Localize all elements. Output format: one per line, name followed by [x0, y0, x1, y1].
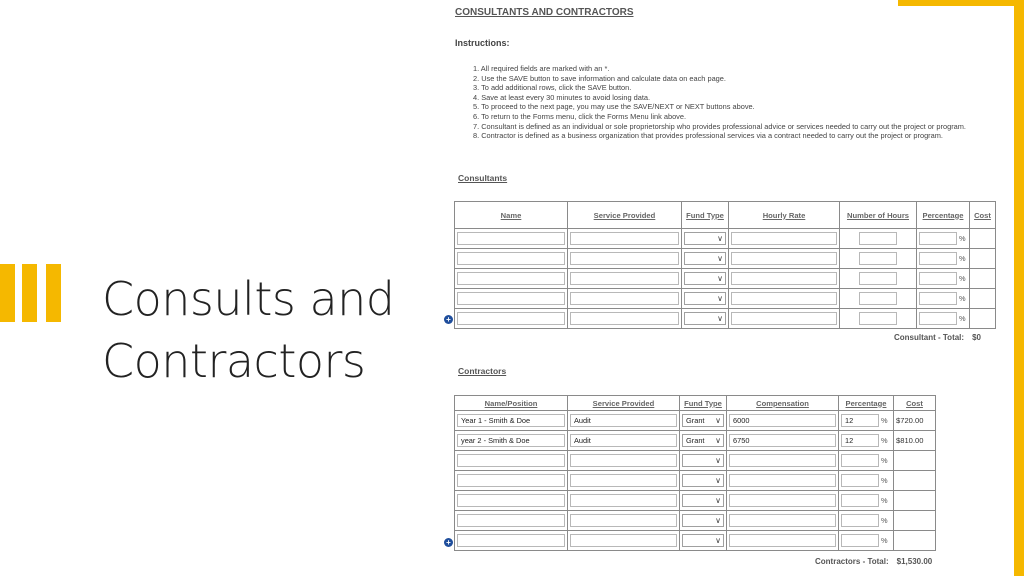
percent-symbol: %	[959, 234, 966, 243]
compensation-input-cell	[727, 511, 839, 531]
table-row	[455, 491, 936, 511]
column-header-fund-type[interactable]: Fund Type	[682, 202, 729, 229]
compensation-input-cell	[727, 531, 839, 551]
percentage-cell	[917, 269, 970, 289]
instruction-item: 5. To proceed to the next page, you may use the SAVE/NEXT or NEXT buttons above.	[473, 102, 755, 112]
name-position-input[interactable]: Year 1 - Smith & Doe	[457, 414, 565, 427]
table-row	[455, 269, 996, 289]
hours-input[interactable]	[859, 232, 897, 245]
service-input[interactable]	[570, 312, 679, 325]
compensation-input[interactable]: 6750	[729, 434, 836, 447]
chevron-down-icon: ∨	[715, 496, 721, 505]
percentage-cell	[839, 411, 894, 431]
name-input-cell	[455, 289, 568, 309]
percent-symbol: %	[881, 536, 888, 545]
percentage-cell	[839, 491, 894, 511]
percentage-wrapper	[919, 312, 967, 325]
consultants-total	[894, 333, 981, 342]
percent-symbol: %	[959, 294, 966, 303]
column-header-name[interactable]: Name	[455, 202, 568, 229]
cost-cell	[894, 511, 936, 531]
instruction-item: 7. Consultant is defined as an individual or sole proprietorship who provides professional advice or services needed to carry out the project or program.	[473, 121, 966, 131]
consultants-total-label: Consultant - Total:	[894, 333, 965, 342]
percentage-input[interactable]	[919, 252, 957, 265]
slide-title-line-1: Consults and	[102, 272, 395, 326]
service-input[interactable]	[570, 474, 677, 487]
fund-type-select[interactable]	[682, 454, 724, 467]
fund-type-cell	[682, 289, 729, 309]
service-input[interactable]: Audit	[570, 414, 677, 427]
column-header-percentage[interactable]: Percentage	[917, 202, 970, 229]
accent-bar	[46, 264, 61, 322]
compensation-input-cell	[727, 431, 839, 451]
hours-input[interactable]	[859, 292, 897, 305]
name-position-input-cell	[455, 451, 568, 471]
cost-cell	[970, 229, 996, 249]
hours-input[interactable]	[859, 272, 897, 285]
chevron-down-icon: ∨	[715, 436, 721, 445]
service-input[interactable]	[570, 454, 677, 467]
cost-cell: $720.00	[894, 411, 936, 431]
hours-cell	[840, 249, 917, 269]
service-input-cell	[568, 471, 680, 491]
cost-cell	[970, 249, 996, 269]
hours-input[interactable]	[859, 252, 897, 265]
contractors-total-value: $1,530.00	[896, 557, 933, 566]
fund-type-cell	[682, 229, 729, 249]
percent-symbol: %	[881, 476, 888, 485]
compensation-input[interactable]	[729, 474, 836, 487]
hourly-rate-input[interactable]	[731, 312, 837, 325]
chevron-down-icon: ∨	[715, 456, 721, 465]
contractors-total	[815, 557, 932, 566]
hours-cell	[840, 289, 917, 309]
service-input-cell	[568, 269, 682, 289]
service-input-cell	[568, 491, 680, 511]
column-header-compensation[interactable]: Compensation	[727, 396, 839, 411]
chevron-down-icon: ∨	[717, 254, 723, 263]
table-row	[455, 471, 936, 491]
instructions-label: Instructions:	[455, 38, 510, 48]
plus-circle-icon[interactable]: +	[444, 315, 453, 324]
percent-symbol: %	[881, 416, 888, 425]
percentage-wrapper	[841, 414, 891, 427]
fund-type-cell	[682, 309, 729, 329]
cost-cell	[894, 471, 936, 491]
chevron-down-icon: ∨	[715, 476, 721, 485]
percentage-wrapper	[919, 232, 967, 245]
hours-input[interactable]	[859, 312, 897, 325]
table-row	[455, 531, 936, 551]
compensation-input-cell	[727, 491, 839, 511]
percentage-wrapper	[919, 292, 967, 305]
table-row	[455, 309, 996, 329]
name-position-input-cell	[455, 511, 568, 531]
plus-circle-icon[interactable]: +	[444, 538, 453, 547]
name-position-input-cell	[455, 471, 568, 491]
name-position-input-cell	[455, 411, 568, 431]
service-input[interactable]	[570, 292, 679, 305]
percentage-input[interactable]	[841, 534, 879, 547]
table-row	[455, 431, 936, 451]
slide-title-line-2: Contractors	[102, 334, 366, 388]
percentage-input[interactable]: 12	[841, 434, 879, 447]
chevron-down-icon: ∨	[717, 274, 723, 283]
table-row	[455, 411, 936, 431]
table-row	[455, 249, 996, 269]
cost-cell	[894, 491, 936, 511]
instructions-list	[473, 64, 1013, 141]
cost-cell	[894, 531, 936, 551]
column-header-name-position[interactable]: Name/Position	[455, 396, 568, 411]
table-row	[455, 229, 996, 249]
fund-type-value: Grant	[686, 436, 705, 445]
name-position-input[interactable]	[457, 474, 565, 487]
service-input-cell	[568, 451, 680, 471]
percentage-input[interactable]	[919, 292, 957, 305]
chevron-down-icon: ∨	[717, 314, 723, 323]
percentage-cell	[917, 229, 970, 249]
percentage-input[interactable]	[841, 494, 879, 507]
percentage-input[interactable]	[841, 514, 879, 527]
service-input-cell	[568, 531, 680, 551]
accent-bar	[0, 264, 15, 322]
percentage-input[interactable]	[919, 272, 957, 285]
compensation-input-cell	[727, 411, 839, 431]
accent-bar	[22, 264, 37, 322]
fund-type-cell	[680, 451, 727, 471]
cost-cell	[970, 289, 996, 309]
name-position-input-cell	[455, 431, 568, 451]
percentage-cell	[917, 249, 970, 269]
percentage-cell	[917, 289, 970, 309]
fund-type-select[interactable]	[684, 312, 726, 325]
hourly-rate-input-cell	[729, 229, 840, 249]
consultants-section-link[interactable]: Consultants	[458, 173, 508, 183]
hours-cell	[840, 309, 917, 329]
consultants-table	[454, 201, 996, 329]
name-input[interactable]	[457, 272, 565, 285]
service-input[interactable]	[570, 514, 677, 527]
percentage-wrapper	[841, 494, 891, 507]
name-position-input-cell	[455, 491, 568, 511]
percent-symbol: %	[881, 516, 888, 525]
name-input[interactable]	[457, 312, 565, 325]
consultants-header-row	[455, 202, 996, 229]
fund-type-select[interactable]	[682, 494, 724, 507]
name-input[interactable]	[457, 252, 565, 265]
service-input-cell	[568, 249, 682, 269]
service-input-cell	[568, 511, 680, 531]
instruction-item: 6. To return to the Forms menu, click the Forms Menu link above.	[473, 111, 687, 121]
service-input-cell	[568, 431, 680, 451]
slide-title	[102, 268, 394, 392]
name-position-input[interactable]	[457, 454, 565, 467]
fund-type-select[interactable]	[682, 434, 724, 447]
hourly-rate-input[interactable]	[731, 232, 837, 245]
fund-type-cell	[680, 531, 727, 551]
fund-type-cell	[682, 269, 729, 289]
table-row	[455, 451, 936, 471]
percentage-cell	[839, 431, 894, 451]
cost-cell: $810.00	[894, 431, 936, 451]
cost-cell	[970, 309, 996, 329]
percentage-input[interactable]	[841, 474, 879, 487]
compensation-input-cell	[727, 451, 839, 471]
name-input[interactable]	[457, 292, 565, 305]
percentage-wrapper	[841, 534, 891, 547]
hourly-rate-input-cell	[729, 249, 840, 269]
percentage-input[interactable]	[919, 312, 957, 325]
name-input-cell	[455, 249, 568, 269]
percentage-cell	[839, 531, 894, 551]
percentage-wrapper	[919, 272, 967, 285]
percent-symbol: %	[959, 254, 966, 263]
percentage-input[interactable]: 12	[841, 414, 879, 427]
compensation-input[interactable]	[729, 514, 836, 527]
hourly-rate-input[interactable]	[731, 272, 837, 285]
instruction-item: 3. To add additional rows, click the SAVE button.	[473, 83, 632, 93]
column-header-percentage[interactable]: Percentage	[839, 396, 894, 411]
service-input[interactable]: Audit	[570, 434, 677, 447]
hourly-rate-input-cell	[729, 289, 840, 309]
percentage-wrapper	[841, 514, 891, 527]
percentage-cell	[917, 309, 970, 329]
chevron-down-icon: ∨	[715, 536, 721, 545]
name-position-input[interactable]	[457, 514, 565, 527]
chevron-down-icon: ∨	[715, 416, 721, 425]
percentage-cell	[839, 471, 894, 491]
hourly-rate-input-cell	[729, 309, 840, 329]
fund-type-cell	[680, 411, 727, 431]
form-screenshot	[440, 0, 1012, 576]
fund-type-select[interactable]	[682, 414, 724, 427]
name-input-cell	[455, 269, 568, 289]
name-position-input-cell	[455, 531, 568, 551]
service-input-cell	[568, 289, 682, 309]
name-input-cell	[455, 309, 568, 329]
compensation-input[interactable]	[729, 534, 836, 547]
percent-symbol: %	[959, 314, 966, 323]
fund-type-cell	[682, 249, 729, 269]
service-input[interactable]	[570, 232, 679, 245]
hours-cell	[840, 269, 917, 289]
cost-cell	[970, 269, 996, 289]
name-position-input[interactable]	[457, 534, 565, 547]
page-heading: CONSULTANTS AND CONTRACTORS	[455, 7, 634, 18]
compensation-input[interactable]	[729, 454, 836, 467]
contractors-table	[454, 395, 936, 551]
column-header-cost[interactable]: Cost	[894, 396, 936, 411]
service-input[interactable]	[570, 534, 677, 547]
table-row	[455, 289, 996, 309]
fund-type-select[interactable]	[682, 514, 724, 527]
fund-type-cell	[680, 471, 727, 491]
service-input[interactable]	[570, 494, 677, 507]
fund-type-select[interactable]	[684, 272, 726, 285]
instruction-item: 8. Contractor is defined as a business organization that provides professional services via a contract needed to carry out the project or program.	[473, 131, 943, 141]
cost-cell	[894, 451, 936, 471]
column-header-service[interactable]: Service Provided	[568, 202, 682, 229]
percentage-input[interactable]	[919, 232, 957, 245]
compensation-input[interactable]	[729, 494, 836, 507]
column-header-cost[interactable]: Cost	[970, 202, 996, 229]
percentage-input[interactable]	[841, 454, 879, 467]
consultants-total-value: $0	[972, 333, 981, 342]
hourly-rate-input[interactable]	[731, 292, 837, 305]
fund-type-cell	[680, 431, 727, 451]
fund-type-select[interactable]	[684, 252, 726, 265]
instruction-item: 4. Save at least every 30 minutes to avoid losing data.	[473, 92, 651, 102]
percentage-wrapper	[841, 454, 891, 467]
service-input[interactable]	[570, 252, 679, 265]
chevron-down-icon: ∨	[717, 294, 723, 303]
percentage-wrapper	[919, 252, 967, 265]
contractors-header-row	[455, 396, 936, 411]
fund-type-cell	[680, 491, 727, 511]
name-input[interactable]	[457, 232, 565, 245]
percent-symbol: %	[881, 456, 888, 465]
hourly-rate-input-cell	[729, 269, 840, 289]
service-input-cell	[568, 229, 682, 249]
fund-type-select[interactable]	[682, 534, 724, 547]
service-input[interactable]	[570, 272, 679, 285]
service-input-cell	[568, 411, 680, 431]
chevron-down-icon: ∨	[715, 516, 721, 525]
table-row	[455, 511, 936, 531]
percentage-cell	[839, 451, 894, 471]
accent-frame-right	[1014, 0, 1024, 576]
name-position-input[interactable]	[457, 494, 565, 507]
fund-type-select[interactable]	[682, 474, 724, 487]
instruction-item: 1. All required fields are marked with an *.	[473, 64, 610, 73]
percent-symbol: %	[881, 496, 888, 505]
service-input-cell	[568, 309, 682, 329]
name-position-input[interactable]: year 2 - Smith & Doe	[457, 434, 565, 447]
contractors-total-label: Contractors - Total:	[815, 557, 889, 566]
contractors-section-link[interactable]: Contractors	[458, 366, 507, 376]
chevron-down-icon: ∨	[717, 234, 723, 243]
percent-symbol: %	[881, 436, 888, 445]
hours-cell	[840, 229, 917, 249]
compensation-input[interactable]: 6000	[729, 414, 836, 427]
percentage-wrapper	[841, 474, 891, 487]
name-input-cell	[455, 229, 568, 249]
fund-type-cell	[680, 511, 727, 531]
percentage-cell	[839, 511, 894, 531]
fund-type-select[interactable]	[684, 292, 726, 305]
percentage-wrapper	[841, 434, 891, 447]
fund-type-select[interactable]	[684, 232, 726, 245]
fund-type-value: Grant	[686, 416, 705, 425]
percent-symbol: %	[959, 274, 966, 283]
column-header-service[interactable]: Service Provided	[568, 396, 680, 411]
column-header-hours[interactable]: Number of Hours	[840, 202, 917, 229]
compensation-input-cell	[727, 471, 839, 491]
instruction-item: 2. Use the SAVE button to save information and calculate data on each page.	[473, 73, 726, 83]
column-header-fund-type[interactable]: Fund Type	[680, 396, 727, 411]
hourly-rate-input[interactable]	[731, 252, 837, 265]
column-header-hourly-rate[interactable]: Hourly Rate	[729, 202, 840, 229]
